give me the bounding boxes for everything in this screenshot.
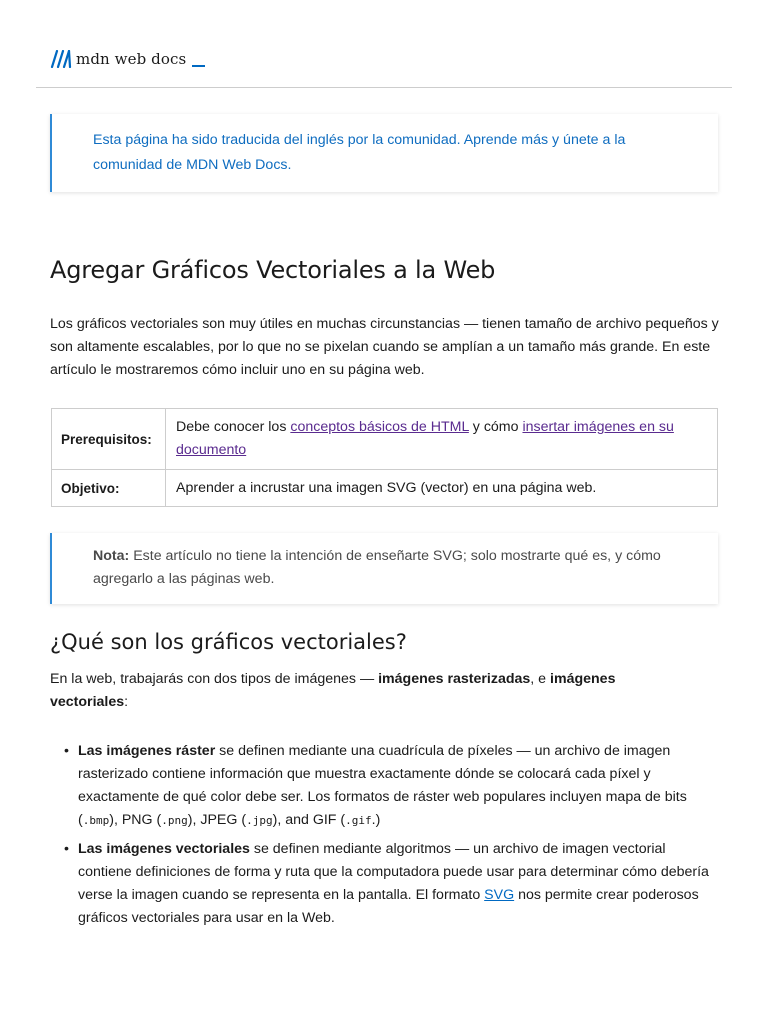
note-callout <box>50 533 718 604</box>
table-row <box>52 470 718 507</box>
image-types-list <box>78 740 720 936</box>
html-basics-link[interactable]: conceptos básicos de HTML <box>290 419 469 435</box>
note-label: Nota: <box>93 548 130 564</box>
raster-item-text: se definen mediante una cuadrícula de píxeles — un archivo de imagen rasterizado contiene información que muestra exactamente dónde se colocará cada píxel y exactamente de qué color debe ser. Los formatos de ráster web populares incluyen mapa de bits ( <box>78 743 687 828</box>
raster-item-text: ), and GIF ( <box>272 812 346 828</box>
vector-item-text: nos permite crear poderosos gráficos vectoriales para usar en la Web. <box>78 887 699 926</box>
table-row <box>52 409 718 470</box>
prereq-text: y cómo <box>468 419 523 435</box>
raster-item-title: Las imágenes ráster <box>78 743 216 759</box>
jpg-code: .jpg <box>246 814 273 827</box>
objective-value: Aprender a incrustar una imagen SVG (vector) en una página web. <box>166 470 718 507</box>
mdn-logo[interactable] <box>50 50 205 68</box>
raster-term: imágenes rasterizadas <box>378 671 531 687</box>
note-body: Este artículo no tiene la intención de enseñarte SVG; solo mostrarte qué es, y cómo agregarlo a las páginas web. <box>93 548 661 587</box>
prerequisites-table <box>51 408 718 507</box>
translation-notice <box>50 114 718 192</box>
logo-text: mdn web docs <box>76 50 187 68</box>
page-title: Agregar Gráficos Vectoriales a la Web <box>50 256 496 284</box>
png-code: .png <box>161 814 188 827</box>
section-intro-text: , e <box>530 671 551 687</box>
vector-item-text: se definen mediante algoritmos — un archivo de imagen vectorial contiene definiciones de forma y ruta que la computadora puede usar para determinar cómo debería verse la imagen cuando se representa en la pantalla. El formato <box>78 841 709 903</box>
prereq-text: Debe conocer los <box>176 419 291 435</box>
list-item <box>78 838 720 930</box>
raster-item-text: ), PNG ( <box>109 812 162 828</box>
intro-paragraph: Los gráficos vectoriales son muy útiles en muchas circunstancias — tienen tamaño de archivo pequeños y son altamente escalables, por lo que no se pixelan cuando se amplían a un tamaño más grande. En este artículo le mostraremos cómo incluir uno en su página web. <box>50 316 719 378</box>
logo-cursor <box>192 65 205 67</box>
translation-notice-text[interactable]: Esta página ha sido traducida del inglés por la comunidad. Aprende más y únete a la comunidad de MDN Web Docs. <box>93 132 626 173</box>
prereq-value <box>166 409 718 470</box>
vector-item-title: Las imágenes vectoriales <box>78 841 250 857</box>
bmp-code: .bmp <box>82 814 110 827</box>
mdn-m-icon <box>50 50 72 68</box>
note-text <box>93 545 693 591</box>
section-intro <box>50 668 690 714</box>
raster-item-text: .) <box>371 812 381 828</box>
vector-term: imágenes vectoriales <box>50 671 616 710</box>
list-item <box>78 740 720 832</box>
insert-images-link[interactable]: insertar imágenes en su documento <box>176 419 674 458</box>
site-header <box>36 0 732 88</box>
section-intro-text: En la web, trabajarás con dos tipos de imágenes — <box>50 671 379 687</box>
svg-link[interactable]: SVG <box>484 887 515 903</box>
raster-item-text: ), JPEG ( <box>187 812 247 828</box>
objective-label: Objetivo: <box>52 470 166 507</box>
section-intro-text: : <box>124 694 129 710</box>
gif-code: .gif <box>345 814 372 827</box>
section-title: ¿Qué son los gráficos vectoriales? <box>50 630 407 654</box>
prereq-label: Prerequisitos: <box>52 409 166 470</box>
